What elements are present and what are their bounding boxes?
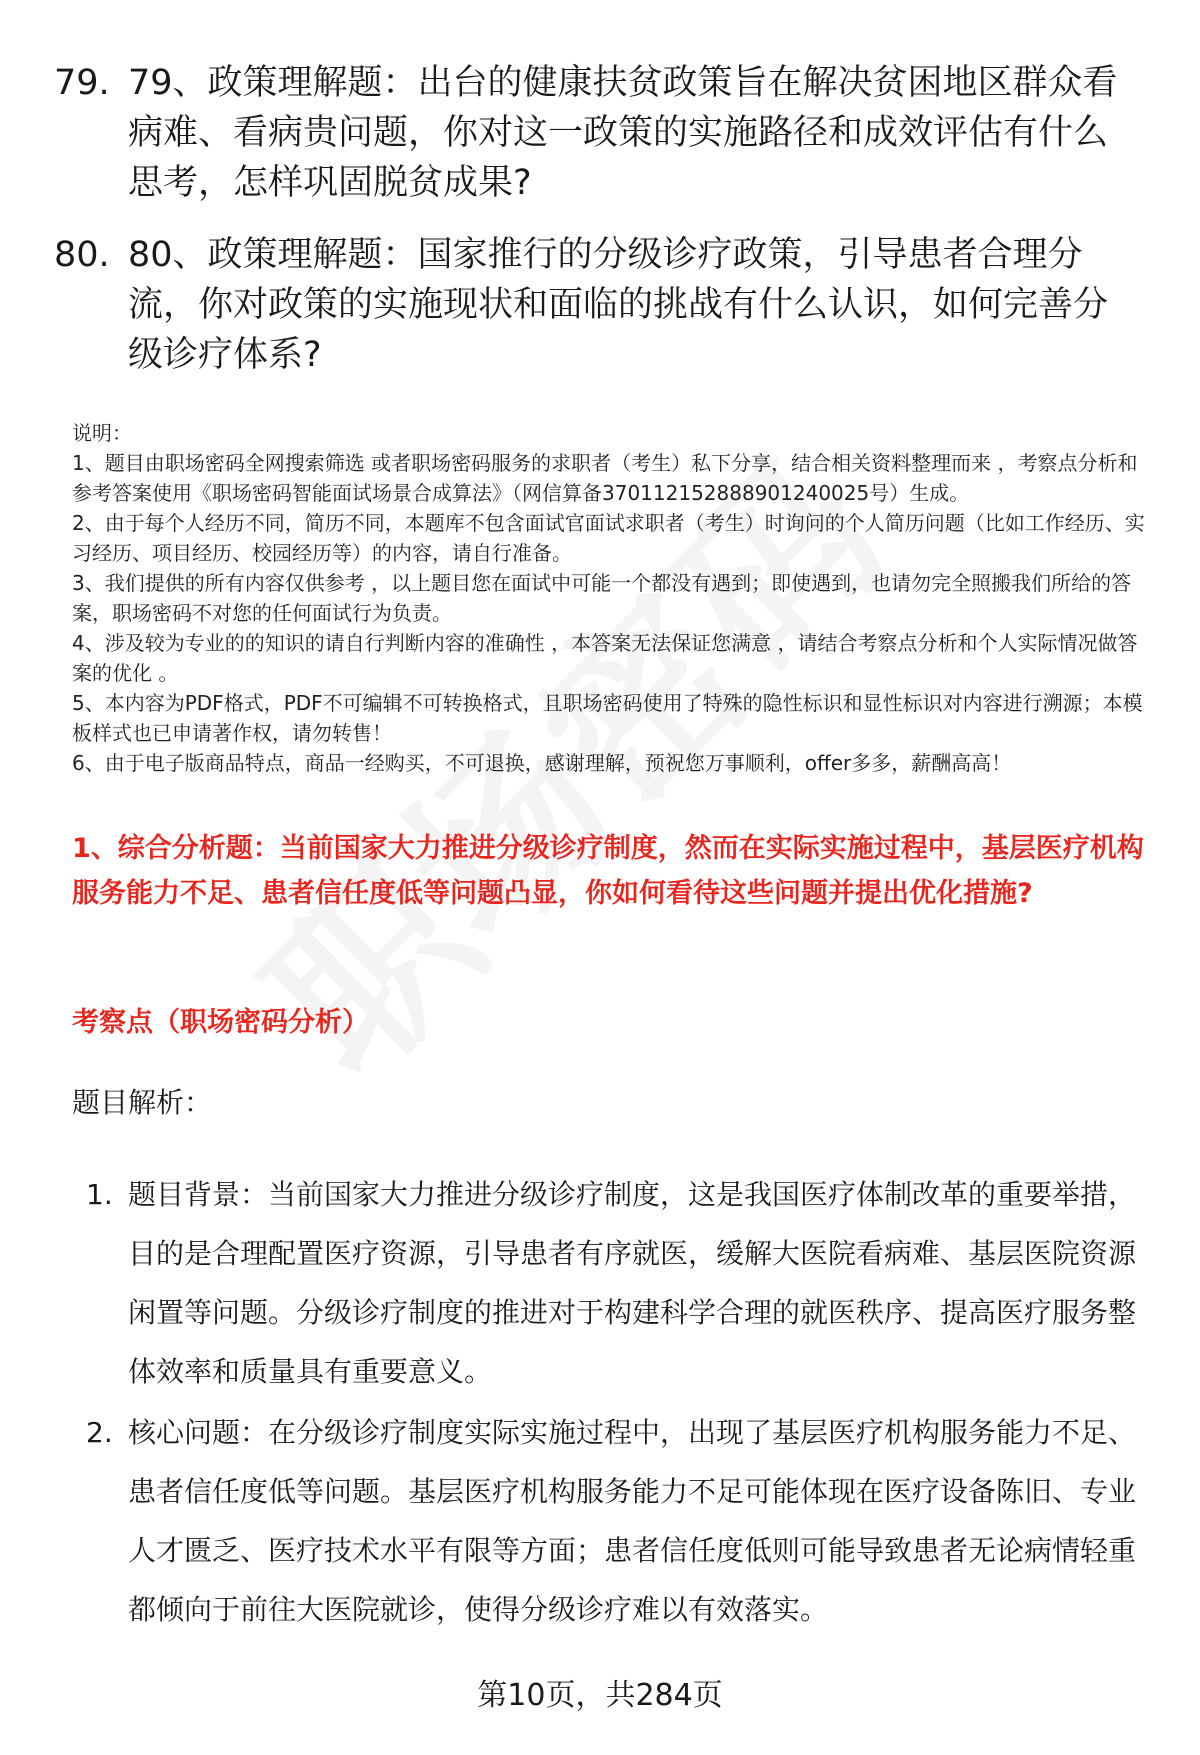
note-item: 4、涉及较为专业的的知识的请自行判断内容的准确性 ，本答案无法保证您满意 ，请结合考察点分析和个人实际情况做答案的优化 。 bbox=[72, 631, 1138, 685]
question-number: 80. bbox=[54, 235, 110, 275]
question-text: 79、政策理解题：出台的健康扶贫政策旨在解决贫困地区群众看病难、看病贵问题，你对这一政策的实施路径和成效评估有什么思考，怎样巩固脱贫成果? bbox=[128, 63, 1118, 203]
question-number: 79. bbox=[54, 63, 110, 103]
analysis-number: 1. bbox=[86, 1178, 113, 1211]
analysis-item bbox=[0, 1403, 1200, 1639]
question-list bbox=[0, 58, 1200, 402]
note-item: 6、由于电子版商品特点，商品一经购买，不可退换，感谢理解，预祝您万事顺利，offer多多，薪酬高高！ bbox=[72, 751, 1012, 775]
analysis-label: 题目解析： bbox=[72, 1086, 213, 1119]
analysis-number: 2. bbox=[86, 1416, 113, 1449]
note-item: 1、题目由职场密码全网搜索筛选 或者职场密码服务的求职者（考生）私下分享，结合相关资料整理而来 ，考察点分析和参考答案使用《职场密码智能面试场景合成算法》（网信算备370112152888901240025号）生成。 bbox=[72, 451, 1138, 505]
note-item: 3、我们提供的所有内容仅供参考 ，以上题目您在面试中可能一个都没有遇到；即使遇到，也请勿完全照搬我们所给的答案，职场密码不对您的任何面试行为负责。 bbox=[72, 571, 1132, 625]
question-item bbox=[0, 230, 1200, 380]
main-question-heading: 1、综合分析题：当前国家大力推进分级诊疗制度，然而在实际实施过程中，基层医疗机构服务能力不足、患者信任度低等问题凸显，你如何看待这些问题并提出优化措施? bbox=[72, 833, 1144, 909]
question-text: 80、政策理解题：国家推行的分级诊疗政策，引导患者合理分流，你对政策的实施现状和面临的挑战有什么认识，如何完善分级诊疗体系? bbox=[128, 235, 1109, 375]
note-item: 2、由于每个人经历不同，简历不同，本题库不包含面试官面试求职者（考生）时询问的个人简历问题（比如工作经历、实习经历、项目经历、校园经历等）的内容，请自行准备。 bbox=[72, 511, 1145, 565]
analysis-item bbox=[0, 1165, 1200, 1401]
analysis-list bbox=[0, 1165, 1200, 1641]
exam-point-label: 考察点（职场密码分析） bbox=[72, 1007, 369, 1038]
question-item bbox=[0, 58, 1200, 208]
analysis-text: 核心问题：在分级诊疗制度实际实施过程中，出现了基层医疗机构服务能力不足、患者信任度低等问题。基层医疗机构服务能力不足可能体现在医疗设备陈旧、专业人才匮乏、医疗技术水平有限等方面；患者信任度低则可能导致患者无论病情轻重都倾向于前往大医院就诊，使得分级诊疗难以有效落实。 bbox=[128, 1416, 1137, 1626]
page-footer: 第10页，共284页 bbox=[477, 1678, 723, 1713]
notes-title: 说明： bbox=[72, 421, 132, 445]
notes-section bbox=[72, 418, 1157, 778]
note-item: 5、本内容为PDF格式，PDF不可编辑不可转换格式，且职场密码使用了特殊的隐性标识和显性标识对内容进行溯源；本模板样式也已申请著作权，请勿转售！ bbox=[72, 691, 1143, 745]
analysis-text: 题目背景：当前国家大力推进分级诊疗制度，这是我国医疗体制改革的重要举措，目的是合理配置医疗资源，引导患者有序就医，缓解大医院看病难、基层医院资源闲置等问题。分级诊疗制度的推进对于构建科学合理的就医秩序、提高医疗服务整体效率和质量具有重要意义。 bbox=[128, 1178, 1137, 1388]
